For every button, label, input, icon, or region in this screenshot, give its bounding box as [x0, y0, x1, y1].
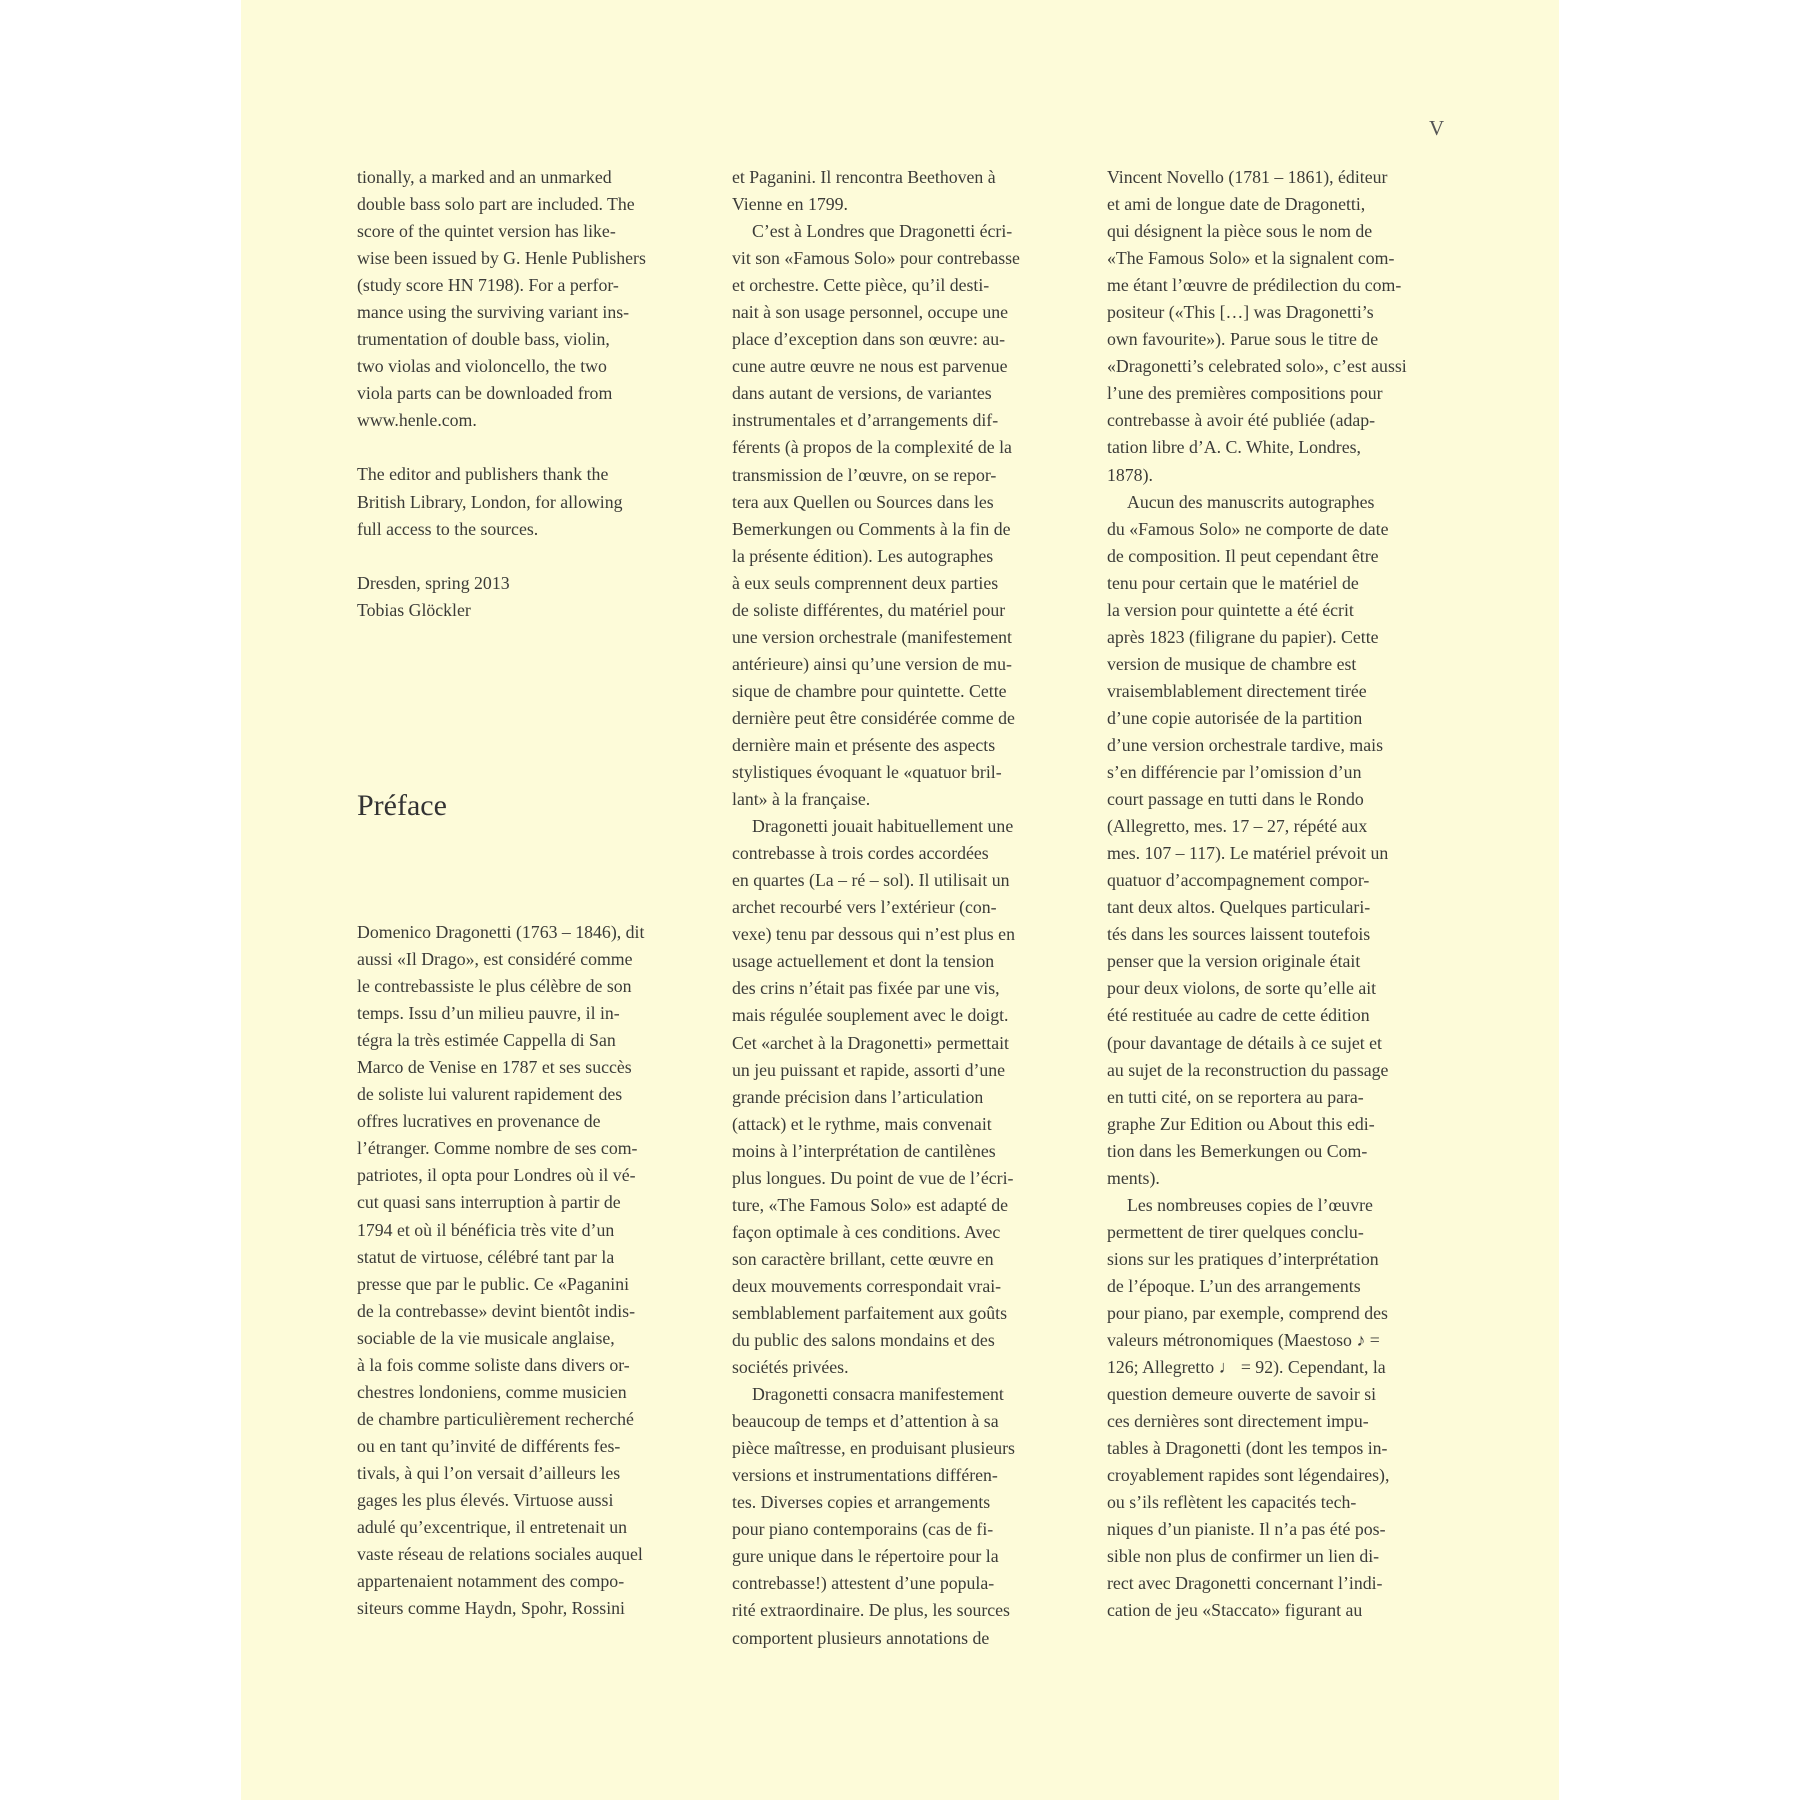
text-line: et ami de longue date de Dragonetti,	[1107, 194, 1366, 215]
text-line: des crins n’était pas fixée par une vis,	[732, 978, 1000, 999]
text-line: tant deux altos. Quelques particulari-	[1107, 897, 1371, 918]
text-line: place d’exception dans son œuvre: au-	[732, 329, 1006, 350]
text-line: du public des salons mondains et des	[732, 1330, 995, 1351]
text-line: sible non plus de confirmer un lien di-	[1107, 1546, 1380, 1567]
text-line: la présente édition). Les autographes	[732, 545, 994, 566]
text-line: score of the quintet version has like-	[357, 221, 616, 242]
text-line: moins à l’interprétation de cantilènes	[732, 1140, 996, 1161]
text-line: patriotes, il opta pour Londres où il vé-	[357, 1165, 636, 1186]
text-line: contrebasse!) attestent d’une popula-	[732, 1573, 995, 1594]
author-name: Tobias Glöckler	[357, 599, 471, 620]
text-line: tivals, à qui l’on versait d’ailleurs les	[357, 1462, 621, 1483]
text-line: stylistiques évoquant le «quatuor bril-	[732, 762, 1002, 783]
text-line: Bemerkungen ou Comments à la fin de	[732, 518, 1011, 539]
text-line: pour deux violons, de sorte qu’elle ait	[1107, 978, 1377, 999]
text-line: antérieure) ainsi qu’une version de mu-	[732, 653, 1012, 674]
text-line: tégra la très estimée Cappella di San	[357, 1030, 616, 1051]
text-line: tés dans les sources laissent toutefois	[1107, 924, 1371, 945]
text-line: plus longues. Du point de vue de l’écri-	[732, 1167, 1014, 1188]
text-line: aussi «Il Drago», est considéré comme	[357, 949, 633, 970]
text-line: www.henle.com.	[357, 410, 477, 431]
text-line: en quartes (La – ré – sol). Il utilisait un	[732, 870, 1010, 891]
text-line: tenu pour certain que le matériel de	[1107, 572, 1359, 593]
section-heading: Préface	[357, 789, 447, 822]
text-line: pour piano, par exemple, comprend des	[1107, 1302, 1388, 1323]
text-line: 1878).	[1107, 464, 1153, 485]
text-line: (pour davantage de détails à ce sujet et	[1107, 1032, 1382, 1053]
text-line: du «Famous Solo» ne comporte de date	[1107, 518, 1389, 539]
text-line: en tutti cité, on se reportera au para-	[1107, 1086, 1364, 1107]
text-line: pièce maîtresse, en produisant plusieurs	[732, 1438, 1015, 1459]
text-line: rect avec Dragonetti concernant l’indi-	[1107, 1573, 1383, 1594]
text-line: versions et instrumentations différen-	[732, 1465, 998, 1486]
text-line: cut quasi sans interruption à partir de	[357, 1192, 621, 1213]
text-line: mes. 107 – 117). Le matériel prévoit un	[1107, 843, 1389, 864]
text-line: gages les plus élevés. Virtuose aussi	[357, 1489, 614, 1510]
text-line: ces dernières sont directement impu-	[1107, 1411, 1369, 1432]
column-1-top	[357, 164, 646, 624]
text-line: de soliste différentes, du matériel pour	[732, 599, 1006, 620]
text-line: grande précision dans l’articulation	[732, 1086, 984, 1107]
text-line: (Allegretto, mes. 17 – 27, répété aux	[1107, 816, 1368, 837]
text-line: d’une copie autorisée de la partition	[1107, 707, 1363, 728]
text-line: Vincent Novello (1781 – 1861), éditeur	[1107, 167, 1388, 187]
text-line: rité extraordinaire. De plus, les sources	[732, 1600, 1010, 1621]
text-line: et Paganini. Il rencontra Beethoven à	[732, 167, 996, 187]
column-1-bottom	[357, 919, 644, 1622]
text-line: 1794 et où il bénéficia très vite d’un	[357, 1219, 615, 1240]
text-line: Domenico Dragonetti (1763 – 1846), dit	[357, 922, 645, 942]
text-line: offres lucratives en provenance de	[357, 1111, 601, 1132]
text-line: tes. Diverses copies et arrangements	[732, 1492, 991, 1513]
text-line: British Library, London, for allowing	[357, 491, 623, 512]
text-line: beaucoup de temps et d’attention à sa	[732, 1411, 999, 1432]
text-line: trumentation of double bass, violin,	[357, 329, 610, 350]
text-line: valeurs métronomiques (Maestoso ♪ =	[1107, 1330, 1380, 1351]
text-line: lant» à la française.	[732, 789, 871, 810]
text-line: positeur («This […] was Dragonetti’s	[1107, 302, 1374, 323]
text-line: après 1823 (filigrane du papier). Cette	[1107, 626, 1379, 647]
text-line: (attack) et le rythme, mais convenait	[732, 1113, 992, 1134]
text-line: de la contrebasse» devint bientôt indis-	[357, 1300, 636, 1321]
text-line: quatuor d’accompagnement compor-	[1107, 870, 1370, 891]
text-line: wise been issued by G. Henle Publishers	[357, 248, 646, 269]
page-number: V	[1429, 116, 1445, 140]
text-line: temps. Issu d’un milieu pauvre, il in-	[357, 1003, 620, 1024]
text-line: tera aux Quellen ou Sources dans les	[732, 491, 994, 512]
text-line: s’en différencie par l’omission d’un	[1107, 762, 1362, 783]
text-line: ments).	[1107, 1167, 1160, 1188]
text-line: two violas and violoncello, the two	[357, 356, 607, 377]
column-3	[1107, 164, 1407, 1625]
text-line: Aucun des manuscrits autographes	[1127, 491, 1375, 512]
text-line: à la fois comme soliste dans divers or-	[357, 1354, 630, 1375]
text-line: comportent plusieurs annotations de	[732, 1627, 990, 1648]
text-line: et orchestre. Cette pièce, qu’il desti-	[732, 275, 990, 296]
text-line: au sujet de la reconstruction du passage	[1107, 1059, 1389, 1080]
text-line: dernière peut être considérée comme de	[732, 707, 1015, 728]
column-2	[732, 164, 1020, 1652]
text-line: férents (à propos de la complexité de la	[732, 437, 1012, 458]
text-line: usage actuellement et dont la tension	[732, 951, 995, 972]
text-line: appartenaient notamment des compo-	[357, 1571, 625, 1592]
text-line: contrebasse à avoir été publiée (adap-	[1107, 410, 1376, 431]
text-line: de soliste lui valurent rapidement des	[357, 1084, 623, 1105]
text-line: question demeure ouverte de savoir si	[1107, 1384, 1377, 1405]
text-line: me étant l’œuvre de prédilection du com-	[1107, 275, 1402, 296]
text-line: le contrebassiste le plus célèbre de son	[357, 976, 632, 997]
text-line: viola parts can be downloaded from	[357, 383, 613, 404]
text-line: Cet «archet à la Dragonetti» permettait	[732, 1032, 1009, 1053]
text-line: nait à son usage personnel, occupe une	[732, 302, 1009, 323]
text-line: instrumentales et d’arrangements dif-	[732, 410, 999, 431]
text-line: tionally, a marked and an unmarked	[357, 167, 612, 187]
text-line: Dragonetti consacra manifestement	[752, 1384, 1004, 1405]
text-line: à eux seuls comprennent deux parties	[732, 572, 999, 593]
text-line: qui désignent la pièce sous le nom de	[1107, 221, 1373, 242]
text-line: dans autant de versions, de variantes	[732, 383, 992, 404]
text-line: sions sur les pratiques d’interprétation	[1107, 1248, 1379, 1269]
text-line: ture, «The Famous Solo» est adapté de	[732, 1194, 1009, 1215]
text-line: permettent de tirer quelques conclu-	[1107, 1221, 1364, 1242]
text-line: transmission de l’œuvre, on se repor-	[732, 464, 997, 485]
text-line: contrebasse à trois cordes accordées	[732, 843, 989, 864]
text-line: 126; Allegretto ♩ = 92). Cependant, la	[1107, 1357, 1386, 1378]
text-line: une version orchestrale (manifestement	[732, 626, 1012, 647]
text-line: cune autre œuvre ne nous est parvenue	[732, 356, 1008, 377]
text-line: (study score HN 7198). For a perfor-	[357, 275, 619, 296]
text-line: son caractère brillant, cette œuvre en	[732, 1248, 994, 1269]
text-line: d’une version orchestrale tardive, mais	[1107, 734, 1384, 755]
text-line: ou en tant qu’invité de différents fes-	[357, 1435, 621, 1456]
text-line: statut de virtuose, célébré tant par la	[357, 1246, 615, 1267]
text-line: la version pour quintette a été écrit	[1107, 599, 1354, 620]
text-line: full access to the sources.	[357, 518, 539, 539]
text-line: «Dragonetti’s celebrated solo», c’est aussi	[1107, 356, 1407, 377]
text-line: Vienne en 1799.	[732, 194, 848, 215]
text-line: double bass solo part are included. The	[357, 194, 635, 215]
text-line: tation libre d’A. C. White, Londres,	[1107, 437, 1361, 458]
text-line: penser que la version originale était	[1107, 951, 1361, 972]
text-line: own favourite»). Parue sous le titre de	[1107, 329, 1379, 350]
text-line: Les nombreuses copies de l’œuvre	[1127, 1194, 1373, 1215]
text-line: deux mouvements correspondait vrai-	[732, 1275, 1002, 1296]
text-line: Dragonetti jouait habituellement une	[752, 816, 1014, 837]
text-line: croyablement rapides sont légendaires),	[1107, 1465, 1390, 1486]
place-date: Dresden, spring 2013	[357, 572, 510, 593]
text-line: C’est à Londres que Dragonetti écri-	[752, 221, 1013, 242]
text-line: dernière main et présente des aspects	[732, 734, 996, 755]
text-line: tables à Dragonetti (dont les tempos in-	[1107, 1438, 1388, 1459]
text-line: version de musique de chambre est	[1107, 653, 1357, 674]
text-line: gure unique dans le répertoire pour la	[732, 1546, 999, 1567]
text-line: façon optimale à ces conditions. Avec	[732, 1221, 1001, 1242]
text-line: vaste réseau de relations sociales auquel	[357, 1544, 643, 1565]
text-line: de chambre particulièrement recherché	[357, 1408, 634, 1429]
text-line: mais régulée souplement avec le doigt.	[732, 1005, 1009, 1026]
text-line: semblablement parfaitement aux goûts	[732, 1302, 1008, 1323]
text-line: pour piano contemporains (cas de fi-	[732, 1519, 994, 1540]
text-line: été restituée au cadre de cette édition	[1107, 1005, 1370, 1026]
text-line: de l’époque. L’un des arrangements	[1107, 1275, 1361, 1296]
text-line: un jeu puissant et rapide, assorti d’une	[732, 1059, 1006, 1080]
text-line: court passage en tutti dans le Rondo	[1107, 789, 1364, 810]
text-line: sociétés privées.	[732, 1357, 849, 1378]
text-line: ou s’ils reflètent les capacités tech-	[1107, 1492, 1357, 1513]
text-line: presse que par le public. Ce «Paganini	[357, 1273, 630, 1294]
text-line: The editor and publishers thank the	[357, 464, 609, 485]
text-line: «The Famous Solo» et la signalent com-	[1107, 248, 1395, 269]
text-line: Marco de Venise en 1787 et ses succès	[357, 1057, 632, 1078]
text-line: archet recourbé vers l’extérieur (con-	[732, 897, 997, 918]
text-line: de composition. Il peut cependant être	[1107, 545, 1379, 566]
text-line: vexe) tenu par dessous qui n’est plus en	[732, 924, 1015, 945]
text-line: chestres londoniens, comme musicien	[357, 1381, 627, 1402]
text-line: siteurs comme Haydn, Spohr, Rossini	[357, 1598, 625, 1619]
text-line: l’étranger. Comme nombre de ses com-	[357, 1138, 638, 1159]
text-line: l’une des premières compositions pour	[1107, 383, 1383, 404]
text-line: tion dans les Bemerkungen ou Com-	[1107, 1140, 1368, 1161]
text-line: graphe Zur Edition ou About this edi-	[1107, 1113, 1375, 1134]
text-line: sociable de la vie musicale anglaise,	[357, 1327, 615, 1348]
text-line: cation de jeu «Staccato» figurant au	[1107, 1600, 1363, 1621]
text-line: vraisemblablement directement tirée	[1107, 680, 1367, 701]
text-line: vit son «Famous Solo» pour contrebasse	[732, 248, 1020, 269]
text-line: sique de chambre pour quintette. Cette	[732, 680, 1007, 701]
text-line: mance using the surviving variant ins-	[357, 302, 630, 323]
text-line: adulé qu’excentrique, il entretenait un	[357, 1517, 628, 1538]
text-line: niques d’un pianiste. Il n’a pas été pos-	[1107, 1519, 1386, 1540]
